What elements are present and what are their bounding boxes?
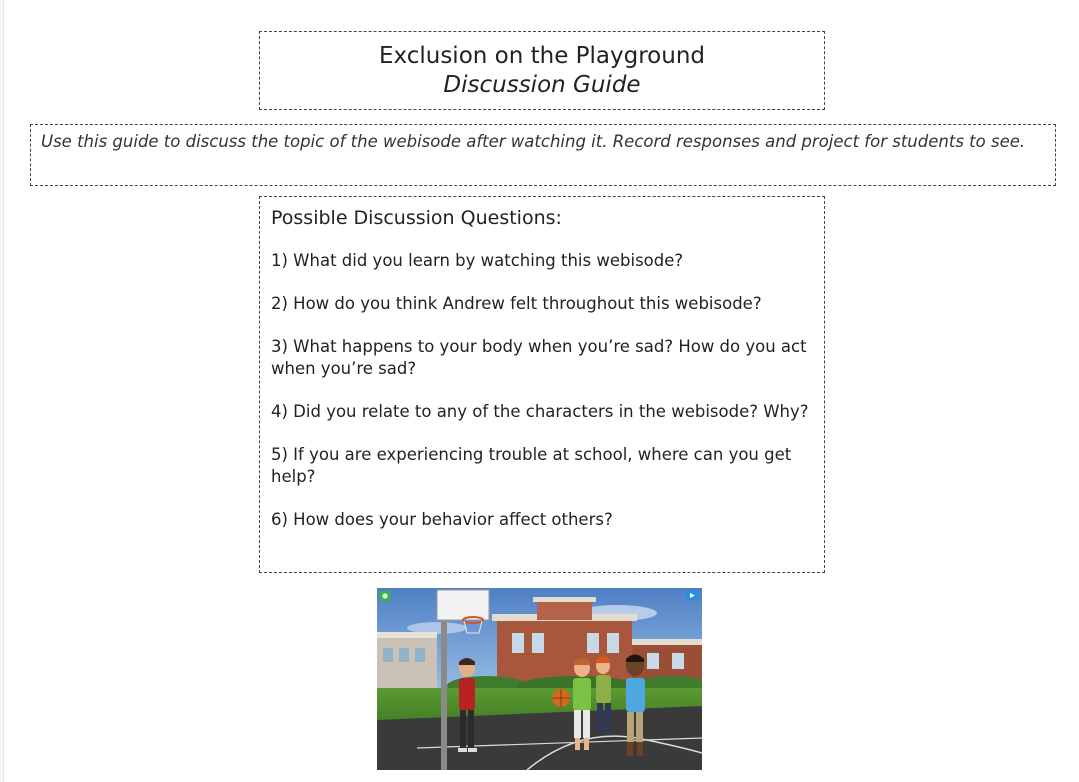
webisode-illustration: [377, 588, 702, 770]
question-item-2: 2) How do you think Andrew felt throughout this webisode?: [271, 294, 762, 313]
question-item-3: 3) What happens to your body when you’re sad? How do you act when you’re sad?: [271, 337, 807, 378]
page-left-edge: [0, 0, 4, 782]
play-badge-icon: [686, 591, 699, 600]
page-subtitle: Discussion Guide: [443, 72, 641, 98]
page-title: Exclusion on the Playground: [378, 43, 706, 69]
questions-box: [259, 196, 825, 573]
question-item-1: 1) What did you learn by watching this webisode?: [271, 251, 684, 270]
question-item-6: 6) How does your behavior affect others?: [271, 510, 613, 529]
playground-scene: [377, 588, 702, 770]
questions-heading: Possible Discussion Questions:: [271, 207, 562, 229]
intro-box: [30, 124, 1056, 186]
backboard: [437, 590, 489, 620]
question-item-5: 5) If you are experiencing trouble at school, where can you get help?: [271, 445, 792, 486]
question-item-4: 4) Did you relate to any of the characters in the webisode? Why?: [271, 402, 809, 421]
title-box: [259, 31, 825, 110]
intro-text: Use this guide to discuss the topic of the webisode after watching it. Record responses and project for students to see.: [41, 132, 1026, 151]
settings-badge-icon: [380, 591, 390, 601]
